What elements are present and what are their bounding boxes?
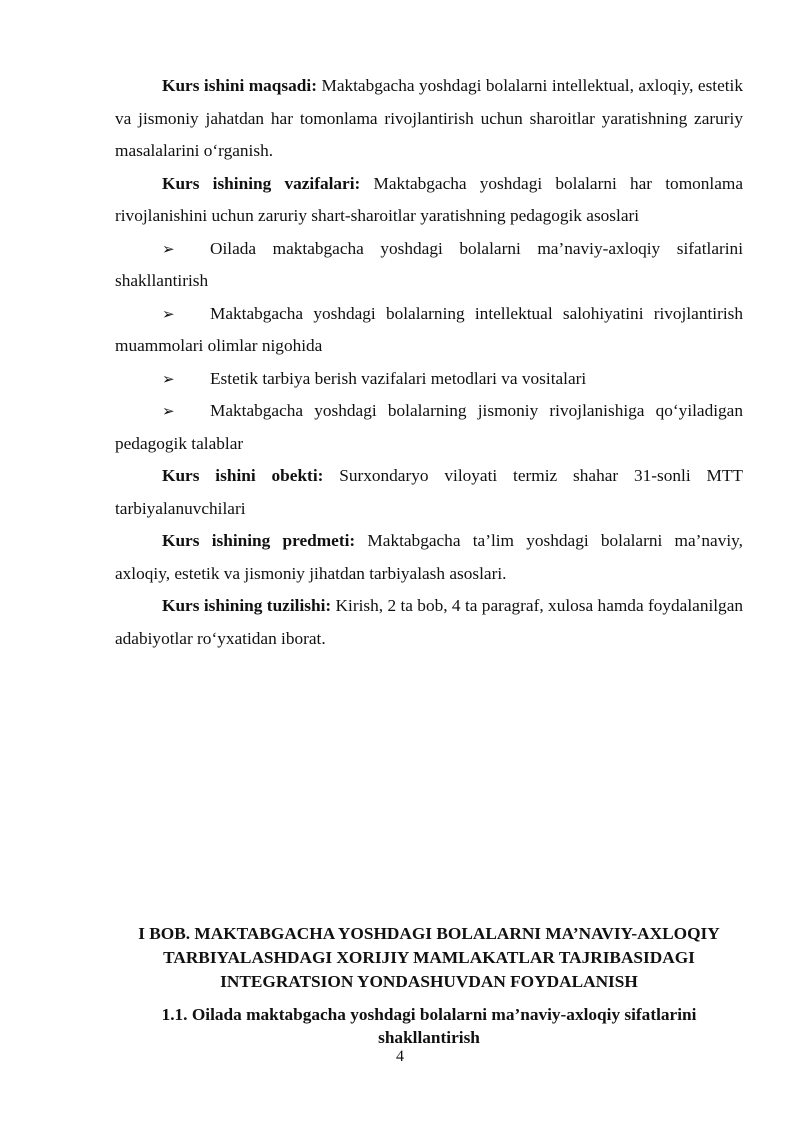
paragraph-label: Kurs ishini maqsadi: — [162, 76, 317, 95]
paragraph-obekt — [115, 460, 743, 525]
list-item-text: Oilada maktabgacha yoshdagi bolalarni ma’naviy-axloqiy sifatlarini shakllantirish — [115, 238, 743, 290]
list-item — [115, 298, 743, 363]
list-item — [115, 363, 743, 396]
paragraph-label: Kurs ishining predmeti: — [162, 531, 356, 550]
arrow-bullet-icon: ➢ — [162, 239, 175, 258]
paragraph-text: Kirish, 2 ta bob, 4 ta paragraf, xulosa hamda foydalanilgan adabiyotlar ro‘yxatidan iborat. — [115, 596, 744, 648]
page-number: 4 — [396, 1048, 404, 1065]
paragraph-vazifalar — [115, 168, 743, 233]
section-title: 1.1. Oilada maktabgacha yoshdagi bolalarni ma’naviy-axloqiy sifatlarini shakllantirish — [161, 1005, 697, 1047]
list-item-text: Estetik tarbiya berish vazifalari metodlari va vositalari — [210, 368, 587, 388]
body-text — [115, 70, 743, 655]
paragraph-maqsad — [115, 70, 743, 168]
list-item — [115, 395, 743, 460]
arrow-bullet-icon: ➢ — [162, 369, 175, 388]
list-item-text: Maktabgacha yoshdagi bolalarning jismoniy rivojlanishiga qo‘yiladigan pedagogik talablar — [115, 401, 743, 453]
paragraph-text: Maktabgacha yoshdagi bolalarni intellektual, axloqiy, estetik va jismoniy jahatdan har tomonlama rivojlantirish uchun sharoitlar yaratishning zaruriy masalalarini o‘rganish. — [115, 76, 744, 160]
chapter-title: I BOB. MAKTABGACHA YOSHDAGI BOLALARNI MA’NAVIY-AXLOQIY TARBIYALASHDAGI XORIJIY MAMLAKATLAR TAJRIBASIDAGI INTEGRATSION YONDASHUVDAN FOYDALANISH — [138, 924, 720, 991]
paragraph-predmet — [115, 525, 743, 590]
paragraph-text: Maktabgacha ta’lim yoshdagi bolalarni ma’naviy, axloqiy, estetik va jismoniy jihatdan tarbiyalash asoslari. — [115, 531, 744, 583]
arrow-bullet-icon: ➢ — [162, 304, 175, 323]
list-item-text: Maktabgacha yoshdagi bolalarning intellektual salohiyatini rivojlantirish muammolari olimlar nigohida — [115, 303, 743, 355]
paragraph-label: Kurs ishining tuzilishi: — [162, 596, 332, 615]
paragraph-label: Kurs ishining vazifalari: — [162, 173, 361, 193]
paragraph-label: Kurs ishini obekti: — [162, 466, 324, 485]
paragraph-text: Maktabgacha yoshdagi bolalarni har tomonlama rivojlanishini uchun zaruriy shart-sharoitlar yaratishning pedagogik asoslari — [115, 173, 743, 225]
paragraph-text: Surxondaryo viloyati termiz shahar 31-sonli MTT tarbiyalanuvchilari — [115, 466, 743, 518]
paragraph-tuzilish — [115, 590, 743, 655]
list-item — [115, 233, 743, 298]
arrow-bullet-icon: ➢ — [162, 402, 175, 420]
